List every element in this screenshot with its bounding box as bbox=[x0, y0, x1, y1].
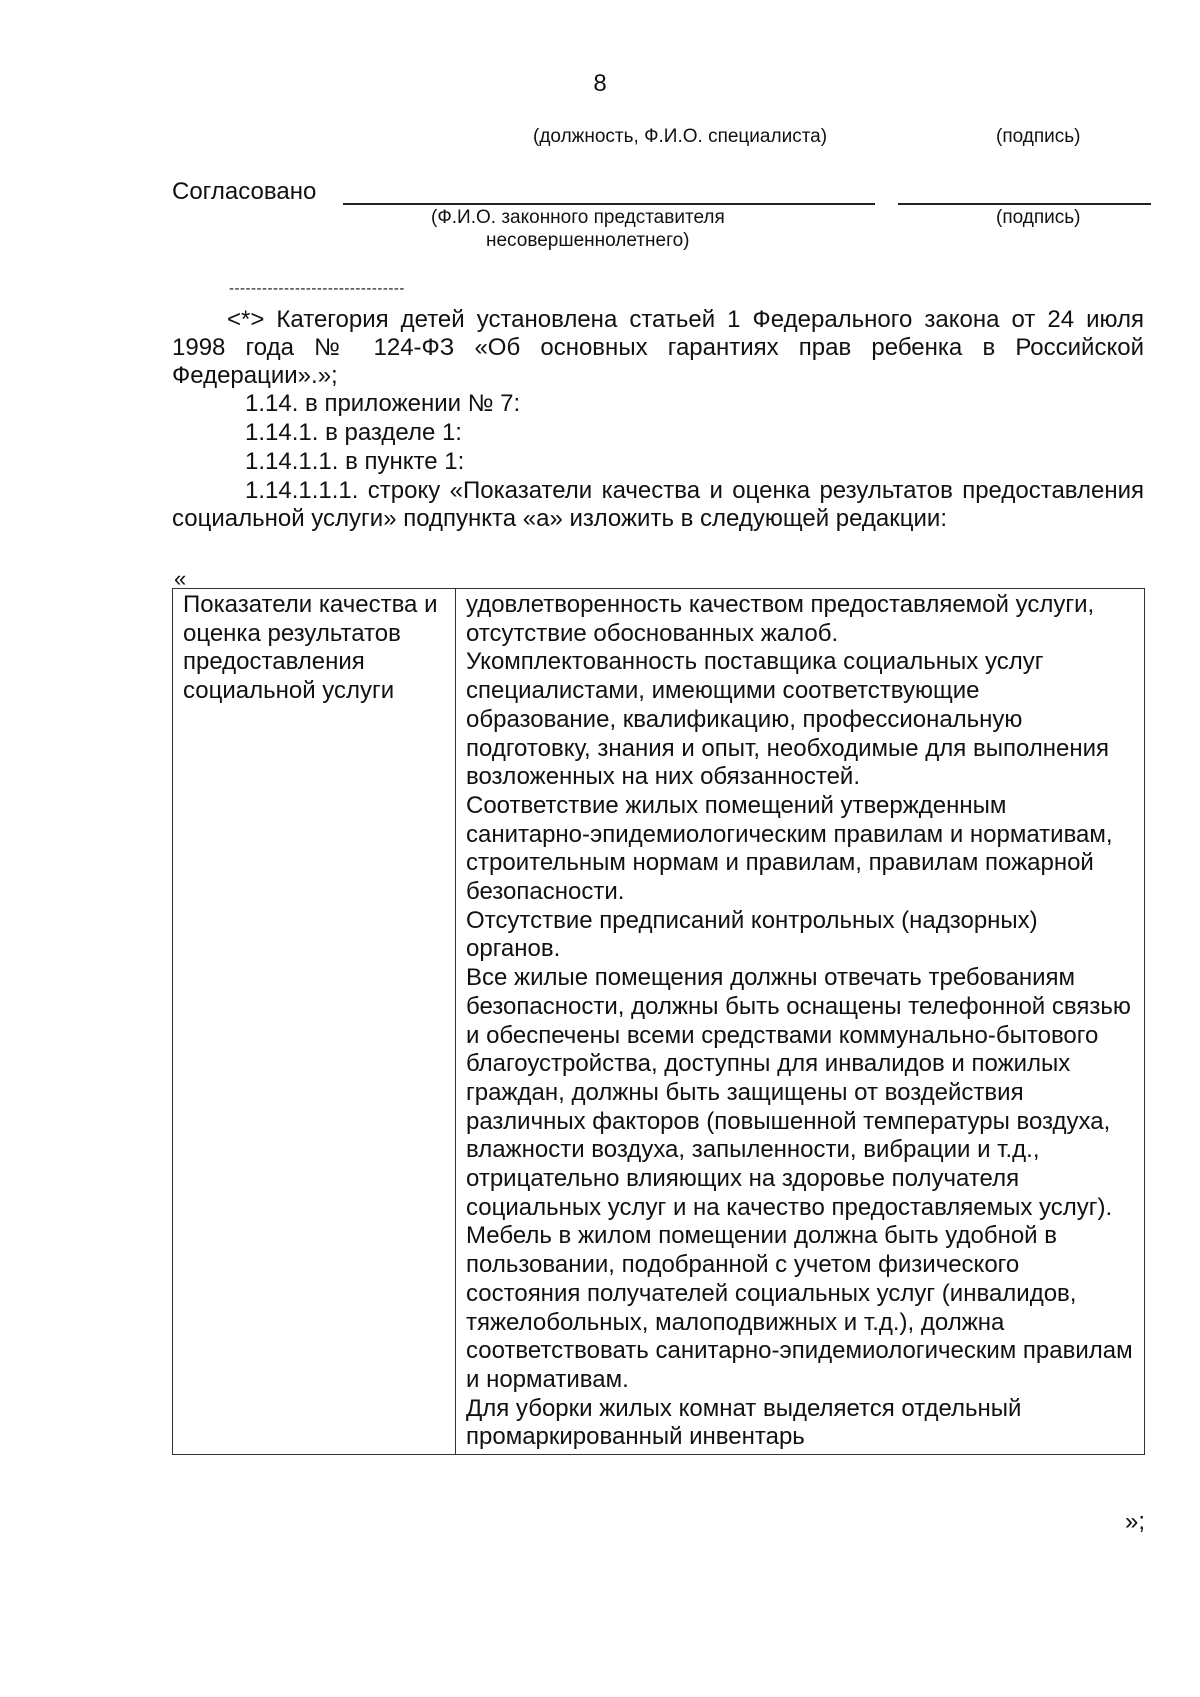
close-quote: »; bbox=[1124, 1508, 1145, 1535]
amendment-item-3: 1.14.1.1. в пункте 1: bbox=[245, 448, 465, 475]
amendment-item-4 bbox=[172, 477, 1144, 533]
footnote-text bbox=[172, 306, 1144, 390]
table-row bbox=[173, 589, 1145, 1455]
amendment-item-4-text: 1.14.1.1.1. строку «Показатели качества и оценка результатов предоставления социальной услуги» подпункта «а» изложить в следующей редакции: bbox=[172, 477, 1144, 532]
representative-caption-line-2: несовершеннолетнего) bbox=[486, 230, 690, 251]
open-quote: « bbox=[174, 566, 187, 591]
representative-signature-line bbox=[898, 203, 1151, 205]
table-paragraph: Укомплектованность поставщика социальных услуг специалистами, имеющими соответствующие образование, квалификацию, профессиональную подготовку, знания и опыт, необходимые для выполнения возложенных на них обязанностей. bbox=[466, 648, 1110, 791]
specialist-caption: (должность, Ф.И.О. специалиста) bbox=[533, 126, 828, 147]
table-paragraph: Мебель в жилом помещении должна быть удобной в пользовании, подобранной с учетом физического состояния получателей социальных услуг (инвалидов, тяжелобольных, малоподвижных и т.д.), должна соответствовать санитарно-эпидемиологическим правилам и нормативам. bbox=[466, 1222, 1133, 1393]
representative-caption-line-1: (Ф.И.О. законного представителя bbox=[431, 207, 725, 228]
table-paragraph: Все жилые помещения должны отвечать требованиям безопасности, должны быть оснащены телефонной связью и обеспечены всеми средствами коммунально-бытового благоустройства, доступны для инвалидов и пожилых граждан, должны быть защищены от воздействия различных факторов (повышенной температуры воздуха, влажности воздуха, запыленности, вибрации и т.д., отрицательно влияющих на здоровье получателя социальных услуг и на качество предоставляемых услуг). bbox=[466, 964, 1131, 1221]
amendment-item-2: 1.14.1. в разделе 1: bbox=[245, 419, 462, 446]
quality-indicators-table bbox=[172, 588, 1145, 1455]
table-paragraph: Отсутствие предписаний контрольных (надзорных) органов. bbox=[466, 906, 1038, 963]
signature-caption-1: (подпись) bbox=[996, 126, 1081, 147]
table-paragraph: Для уборки жилых комнат выделяется отдельный промаркированный инвентарь bbox=[466, 1394, 1022, 1451]
footnote-rule: -------------------------------- bbox=[229, 280, 405, 297]
footnote-text-content: <*> Категория детей установлена статьей 1 Федерального закона от 24 июля 1998 года № 124-ФЗ «Об основных гарантиях прав ребенка в Российской Федерации».»; bbox=[172, 306, 1144, 389]
amendment-item-1: 1.14. в приложении № 7: bbox=[245, 390, 521, 417]
table-paragraph: Соответствие жилых помещений утвержденным санитарно-эпидемиологическим правилам и нормативам, строительным нормам и правилам, правилам пожарной безопасности. bbox=[466, 791, 1113, 906]
representative-name-line bbox=[343, 203, 875, 205]
table-content-cell bbox=[456, 589, 1145, 1455]
table-paragraph: удовлетворенность качеством предоставляемой услуги, отсутствие обоснованных жалоб. bbox=[466, 591, 1095, 647]
page-number: 8 bbox=[593, 70, 607, 97]
signature-caption-2: (подпись) bbox=[996, 207, 1081, 228]
table-label-cell bbox=[173, 589, 456, 1455]
agreed-label: Согласовано bbox=[172, 178, 317, 205]
table-label-text: Показатели качества и оценка результатов предоставления социальной услуги bbox=[183, 591, 438, 705]
